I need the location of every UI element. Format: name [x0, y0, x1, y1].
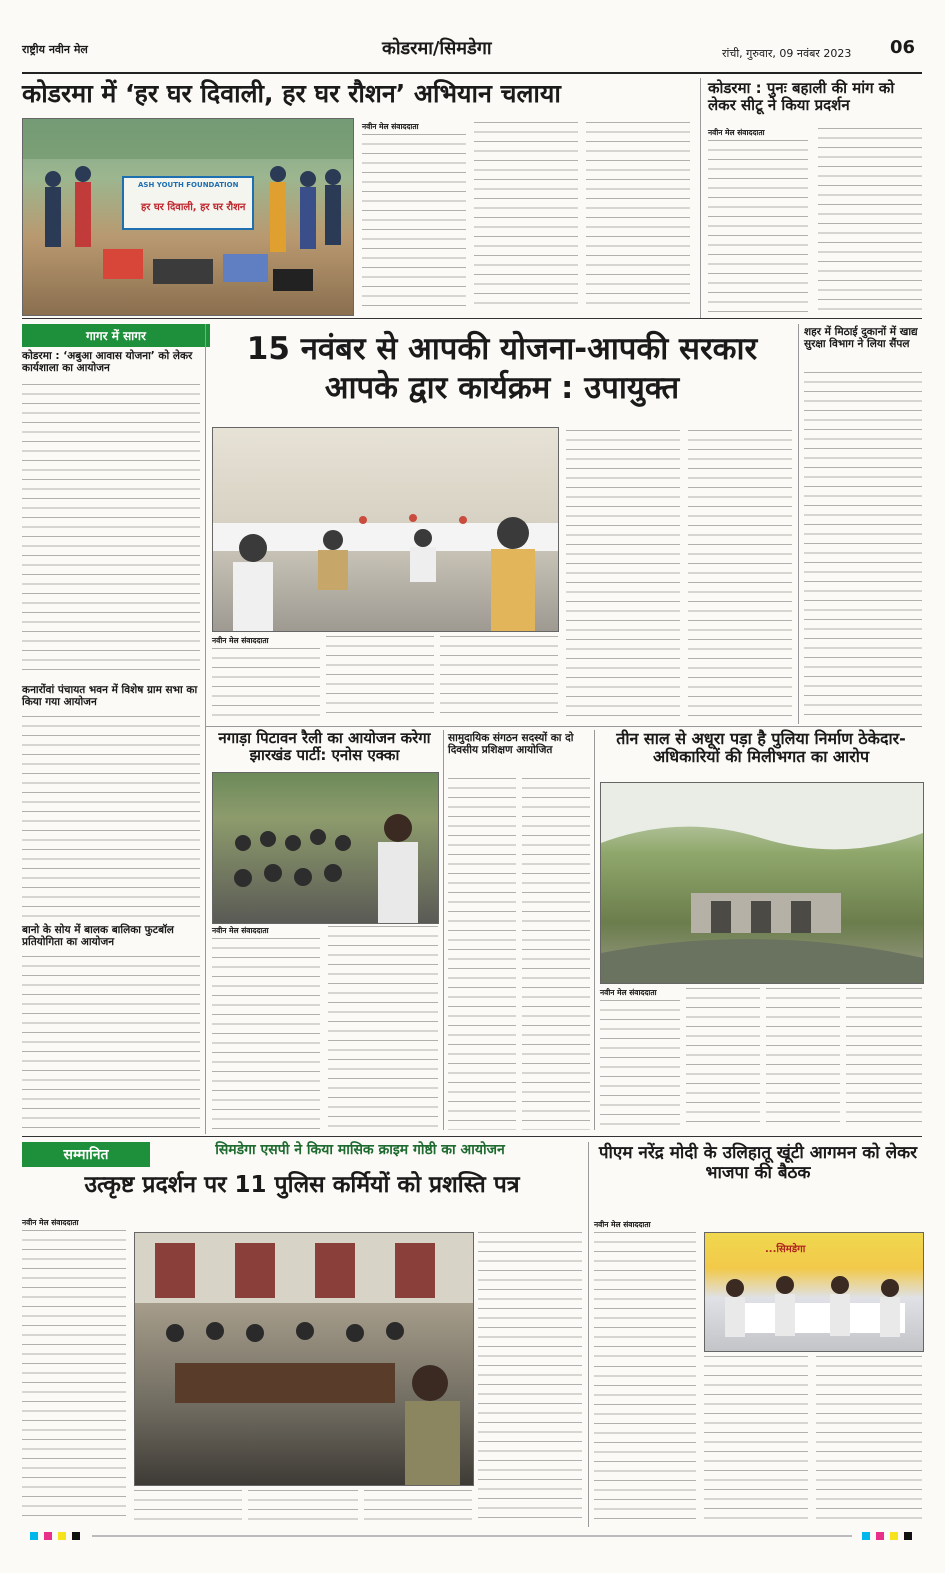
bjp-meeting-photo-illustration	[705, 1233, 923, 1351]
story7-headline: तीन साल से अधूरा पड़ा है पुलिया निर्माण ठेकेदार-अधिकारियों की मिलीभगत का आरोप	[616, 729, 906, 767]
story7-column-4	[846, 988, 922, 1130]
story6-column-2	[522, 778, 590, 1130]
story8-tag: सम्मानित	[22, 1142, 150, 1167]
story8-photo	[134, 1232, 474, 1486]
section-divider	[205, 726, 922, 727]
story1-column-2	[474, 122, 578, 312]
story2-headline: कोडरमा : पुनः बहाली की मांग को लेकर सीटू ने किया प्रदर्शन	[708, 79, 895, 115]
story7-byline: नवीन मेल संवाददाता	[600, 988, 657, 997]
sidebar-item1-title: कोडरमा : ‘अबुआ आवास योजना’ को लेकर कार्यशाला का आयोजन	[22, 350, 193, 375]
story3-byline: नवीन मेल संवाददाता	[212, 636, 269, 645]
story8-caption-col-3	[364, 1490, 472, 1524]
story8-caption-col-2	[248, 1490, 358, 1524]
story9-headline: पीएम नरेंद्र मोदी के उलिहातू खूंटी आगमन को लेकर भाजपा की बैठक	[598, 1143, 918, 1183]
story2-column-1	[708, 140, 808, 312]
column-rule	[443, 730, 444, 1130]
column-rule	[798, 324, 799, 724]
column-rule	[594, 730, 595, 1130]
column-rule	[205, 324, 206, 1134]
story2-column-2	[818, 128, 922, 312]
story8-kicker: सिमडेगा एसपी ने किया मासिक क्राइम गोष्ठी का आयोजन	[215, 1142, 505, 1158]
story1-column-1	[362, 134, 466, 312]
story8-headline: उत्कृष्ट प्रदर्शन पर 11 पुलिस कर्मियों को प्रशस्ति पत्र	[84, 1172, 520, 1198]
photo-banner: हर घर दिवाली, हर घर रौशन	[141, 202, 246, 213]
section-divider	[22, 318, 922, 319]
sidebar-item3-text	[22, 956, 200, 1130]
story5-headline: नगाड़ा पिटावन रैली का आयोजन करेगा झारखंड पार्टी: एनोस एक्का	[218, 729, 431, 765]
photo-banner: ...सिमडेगा	[765, 1244, 806, 1255]
sidebar-item2-title: कनारोंवां पंचायत भवन में विशेष ग्राम सभा का किया गया आयोजन	[22, 684, 198, 709]
story9-photo	[704, 1232, 924, 1352]
print-registration-bar	[22, 1530, 922, 1542]
story7-photo	[600, 782, 924, 984]
story5-column-2	[328, 926, 438, 1130]
story6-headline: सामुदायिक संगठन सदस्यों का दो दिवसीय प्रशिक्षण आयोजित	[448, 732, 574, 757]
story3-photo	[212, 427, 559, 632]
story1-byline: नवीन मेल संवाददाता	[362, 122, 419, 131]
story1-column-3	[586, 122, 690, 312]
section-name: कोडरमा/सिमडेगा	[382, 38, 492, 59]
story1-headline: कोडरमा में ‘हर घर दिवाली, हर घर रौशन’ अभियान चलाया	[22, 79, 561, 108]
story7-column-2	[686, 988, 760, 1130]
story4-text	[804, 372, 922, 722]
story9-column-3	[704, 1356, 808, 1522]
story2-byline: नवीन मेल संवाददाता	[708, 128, 765, 137]
story7-column-1	[600, 1000, 680, 1130]
masthead: राष्ट्रीय नवीन मेल	[22, 43, 88, 56]
story4-headline: शहर में मिठाई दुकानों में खाद्य सुरक्षा विभाग ने लिया सैंपल	[804, 326, 918, 351]
dateline: रांची, गुरुवार, 09 नवंबर 2023	[722, 47, 852, 60]
sidebar-tag: गागर में सागर	[22, 324, 210, 347]
group-photo-illustration	[23, 119, 353, 315]
meeting-photo-illustration	[213, 428, 558, 631]
column-rule	[588, 1142, 589, 1527]
section-divider	[22, 1136, 922, 1137]
rally-photo-illustration	[213, 773, 438, 923]
sidebar-item2-text	[22, 716, 200, 918]
story7-column-3	[766, 988, 840, 1130]
story5-photo	[212, 772, 439, 924]
story5-byline: नवीन मेल संवाददाता	[212, 926, 269, 935]
story3-column-a	[566, 430, 680, 722]
story8-caption-col-1	[134, 1490, 242, 1524]
story9-byline: नवीन मेल संवाददाता	[594, 1220, 651, 1229]
story3-column-2	[326, 636, 434, 720]
story8-column-1	[22, 1230, 126, 1522]
story8-byline: नवीन मेल संवाददाता	[22, 1218, 79, 1227]
story6-column-1	[448, 778, 516, 1130]
story9-column-4	[816, 1356, 922, 1522]
sidebar-item1-text	[22, 384, 200, 672]
story8-column-2	[478, 1232, 582, 1524]
story9-column-2	[594, 1366, 696, 1522]
story9-column-1	[594, 1232, 696, 1362]
story3-headline: 15 नवंबर से आपकी योजना-आपकी सरकार आपके द्वार कार्यक्रम : उपायुक्त	[246, 331, 758, 406]
story5-column-1	[212, 938, 320, 1130]
story3-column-1	[212, 648, 320, 720]
bridge-photo-illustration	[601, 783, 923, 983]
sidebar-item3-title: बानो के सोय में बालक बालिका फुटबॉल प्रतियोगिता का आयोजन	[22, 924, 174, 949]
police-meeting-photo-illustration	[135, 1233, 473, 1485]
photo-banner-top: ASH YOUTH FOUNDATION	[138, 181, 239, 189]
page-number: 06	[890, 37, 916, 58]
story3-column-3	[440, 636, 558, 720]
story1-photo	[22, 118, 354, 316]
story3-column-b	[688, 430, 792, 722]
column-rule	[700, 78, 701, 318]
page-header	[22, 32, 922, 74]
